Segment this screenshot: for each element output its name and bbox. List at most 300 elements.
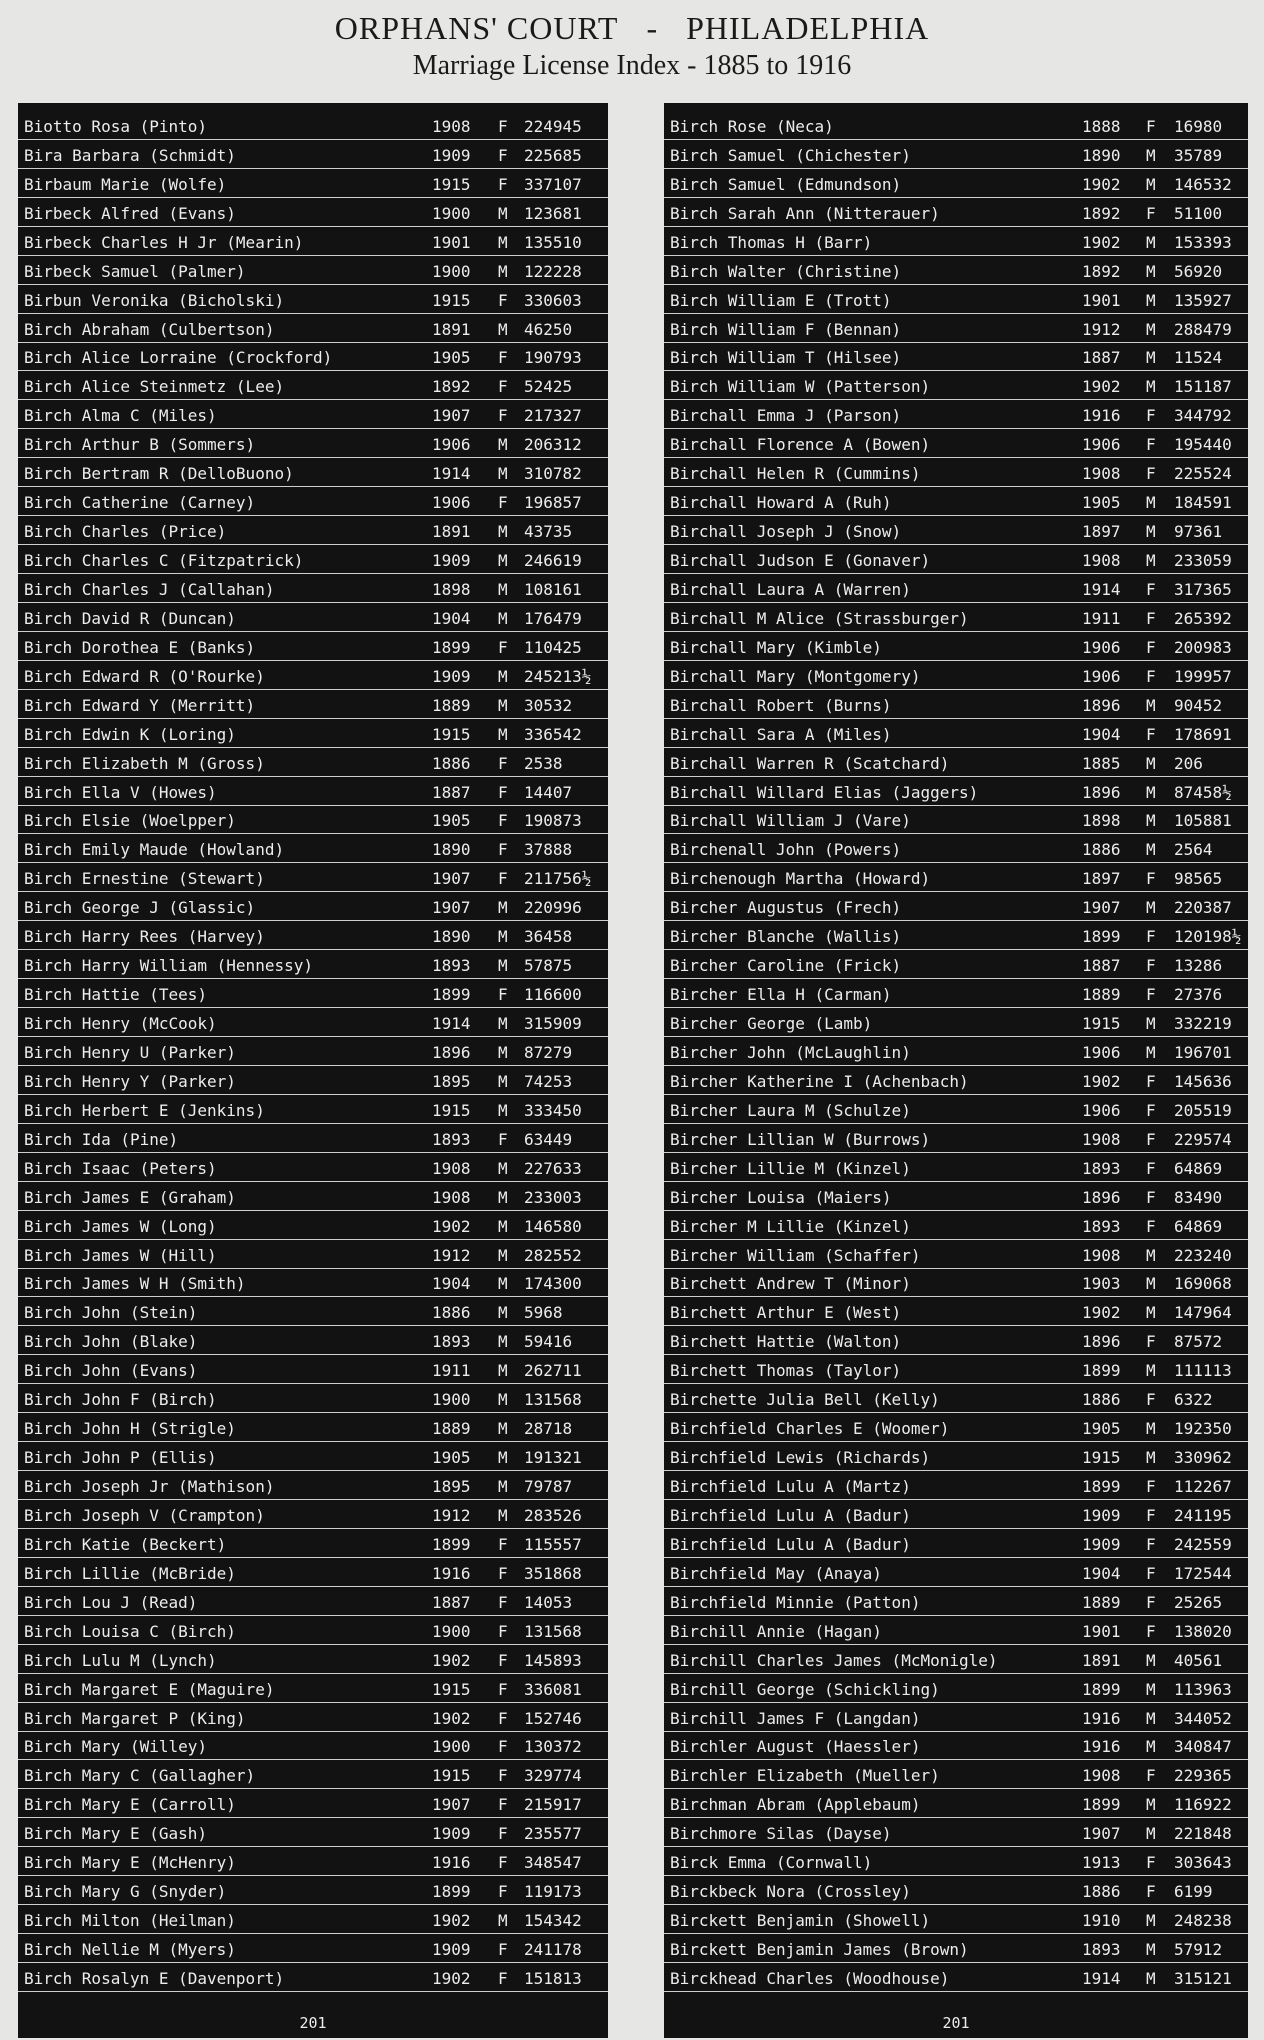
entry-name: Birch William F (Bennan) — [670, 319, 902, 339]
entry-license-number: 227633 — [524, 1158, 582, 1178]
entry-year: 1905 — [432, 1448, 471, 1468]
entry-year: 1908 — [432, 1187, 471, 1207]
entry-license-number: 224945 — [524, 116, 582, 136]
entry-name: Birchfield Lulu A (Martz) — [670, 1477, 911, 1496]
entry-license-number: 348547 — [524, 1853, 582, 1873]
entry-name: Bircher Katherine I (Achenbach) — [670, 1071, 969, 1091]
entry-year: 1893 — [432, 1332, 471, 1352]
entry-year: 1900 — [432, 1737, 471, 1757]
index-row — [664, 1703, 1248, 1732]
entry-name: Birch John P (Ellis) — [24, 1448, 217, 1468]
entry-sex: F — [498, 1968, 508, 1988]
entry-name: Birch Katie (Beckert) — [24, 1534, 227, 1554]
entry-license-number: 14407 — [524, 782, 573, 802]
entry-license-number: 46250 — [524, 319, 573, 339]
entry-name: Bircher Lillian W (Burrows) — [670, 1129, 931, 1149]
entry-year: 1898 — [432, 579, 471, 599]
entry-name: Bircher Laura M (Schulze) — [670, 1100, 911, 1120]
index-row — [664, 1240, 1248, 1269]
page-header — [0, 0, 1264, 100]
index-row — [664, 285, 1248, 314]
entry-name: Birchall Laura A (Warren) — [670, 579, 911, 599]
entry-license-number: 108161 — [524, 579, 582, 599]
entry-year: 1908 — [1082, 1245, 1121, 1265]
entry-license-number: 217327 — [524, 406, 582, 426]
entry-name: Birch John (Blake) — [24, 1332, 198, 1352]
entry-name: Birchall Willard Elias (Jaggers) — [670, 782, 979, 802]
entry-name: Birbaum Marie (Wolfe) — [24, 174, 227, 194]
entry-year: 1899 — [1082, 1795, 1121, 1815]
entry-sex: F — [1146, 985, 1156, 1005]
entry-name: Birch James W H (Smith) — [24, 1274, 246, 1294]
entry-name: Birch Henry Y (Parker) — [24, 1071, 236, 1091]
entry-year: 1915 — [432, 1766, 471, 1786]
index-row — [18, 1095, 608, 1124]
entry-license-number: 190793 — [524, 348, 582, 368]
index-row — [18, 748, 608, 777]
entry-license-number: 344052 — [1174, 1708, 1232, 1728]
entry-sex: M — [1146, 522, 1156, 542]
entry-name: Birch Harry Rees (Harvey) — [24, 927, 265, 947]
entry-sex: F — [1146, 1187, 1156, 1207]
entry-year: 1905 — [432, 348, 471, 368]
entry-name: Birchall Howard A (Ruh) — [670, 493, 892, 513]
entry-sex: M — [1146, 348, 1156, 368]
entry-license-number: 220387 — [1174, 898, 1232, 918]
entry-year: 1915 — [1082, 1014, 1121, 1033]
index-row — [18, 777, 608, 806]
entry-name: Birch Nellie M (Myers) — [24, 1940, 236, 1959]
index-row — [18, 1413, 608, 1442]
entry-sex: M — [1146, 1448, 1156, 1468]
entry-license-number: 329774 — [524, 1766, 582, 1786]
entry-sex: M — [498, 1245, 508, 1265]
index-row — [664, 863, 1248, 892]
entry-year: 1890 — [432, 927, 471, 947]
entry-year: 1886 — [1082, 1390, 1121, 1410]
entry-year: 1915 — [432, 724, 471, 744]
entry-name: Birch Louisa C (Birch) — [24, 1621, 236, 1641]
entry-license-number: 116922 — [1174, 1795, 1232, 1815]
entry-name: Birch Lulu M (Lynch) — [24, 1650, 217, 1670]
entry-name: Birch Elsie (Woelpper) — [24, 811, 236, 831]
index-row — [664, 1066, 1248, 1095]
index-row — [18, 458, 608, 487]
entry-sex: F — [1146, 1158, 1156, 1178]
index-row — [18, 1066, 608, 1095]
entry-year: 1896 — [1082, 1187, 1121, 1207]
index-row — [18, 516, 608, 545]
index-row — [664, 400, 1248, 429]
entry-name: Birbeck Charles H Jr (Mearin) — [24, 232, 304, 252]
entry-year: 1891 — [432, 522, 471, 542]
index-row — [18, 140, 608, 169]
entry-year: 1899 — [432, 637, 471, 657]
entry-sex: M — [498, 898, 508, 918]
index-row — [18, 1442, 608, 1471]
entry-sex: M — [498, 724, 508, 744]
entry-license-number: 116600 — [524, 985, 582, 1005]
entry-name: Birch Ella V (Howes) — [24, 782, 217, 802]
entry-license-number: 146532 — [1174, 174, 1232, 194]
entry-year: 1900 — [432, 1621, 471, 1641]
entry-name: Bircher Augustus (Frech) — [670, 898, 902, 918]
entry-license-number: 138020 — [1174, 1621, 1232, 1641]
entry-name: Birch Alice Steinmetz (Lee) — [24, 377, 285, 397]
entry-sex: F — [498, 377, 508, 397]
left-rows — [18, 111, 608, 1992]
entry-sex: M — [1146, 319, 1156, 339]
entry-license-number: 221848 — [1174, 1824, 1232, 1844]
entry-year: 1915 — [1082, 1448, 1121, 1468]
entry-year: 1913 — [1082, 1853, 1121, 1873]
entry-sex: F — [1146, 203, 1156, 223]
entry-sex: F — [1146, 1071, 1156, 1091]
entry-sex: F — [498, 1940, 508, 1959]
entry-license-number: 131568 — [524, 1621, 582, 1641]
entry-license-number: 262711 — [524, 1361, 582, 1381]
entry-year: 1912 — [432, 1245, 471, 1265]
index-row — [664, 690, 1248, 719]
entry-license-number: 330603 — [524, 290, 582, 310]
entry-sex: M — [498, 1158, 508, 1178]
entry-license-number: 190873 — [524, 811, 582, 831]
entry-year: 1915 — [432, 1100, 471, 1120]
entry-license-number: 135927 — [1174, 290, 1232, 310]
entry-year: 1909 — [432, 1824, 471, 1844]
entry-year: 1900 — [432, 261, 471, 281]
entry-sex: M — [1146, 1650, 1156, 1670]
entry-license-number: 13286 — [1174, 956, 1223, 976]
index-row — [664, 1269, 1248, 1298]
entry-license-number: 147964 — [1174, 1303, 1232, 1323]
entry-license-number: 172544 — [1174, 1563, 1232, 1583]
entry-name: Birchill Charles James (McMonigle) — [670, 1650, 998, 1670]
index-row — [664, 1500, 1248, 1529]
entry-year: 1916 — [432, 1853, 471, 1873]
index-row — [664, 921, 1248, 950]
index-row — [664, 1789, 1248, 1818]
entry-sex: F — [1146, 608, 1156, 628]
entry-license-number: 145636 — [1174, 1071, 1232, 1091]
index-row — [18, 1847, 608, 1876]
entry-license-number: 195440 — [1174, 435, 1232, 455]
index-row — [664, 458, 1248, 487]
entry-sex: M — [1146, 898, 1156, 918]
index-row — [18, 950, 608, 979]
index-row — [18, 834, 608, 863]
index-row — [664, 256, 1248, 285]
index-row — [18, 1905, 608, 1934]
entry-sex: M — [1146, 811, 1156, 831]
entry-license-number: 317365 — [1174, 579, 1232, 599]
entry-name: Birck Emma (Cornwall) — [670, 1853, 873, 1873]
entry-year: 1906 — [1082, 1042, 1121, 1062]
entry-name: Birchall Emma J (Parson) — [670, 406, 902, 426]
entry-year: 1909 — [432, 666, 471, 686]
entry-sex: M — [498, 1390, 508, 1410]
entry-name: Birchall Robert (Burns) — [670, 695, 892, 715]
entry-sex: F — [1146, 1216, 1156, 1236]
entry-license-number: 332219 — [1174, 1014, 1232, 1033]
title-city: PHILADELPHIA — [686, 10, 930, 46]
entry-name: Birch Alice Lorraine (Crockford) — [24, 348, 333, 368]
page-subtitle: Marriage License Index - 1885 to 1916 — [412, 50, 852, 81]
index-row — [18, 1818, 608, 1847]
entry-name: Birch Herbert E (Jenkins) — [24, 1100, 265, 1120]
index-row — [664, 1355, 1248, 1384]
entry-name: Birchall Sara A (Miles) — [670, 724, 892, 744]
entry-year: 1896 — [1082, 782, 1121, 802]
entry-year: 1908 — [1082, 1129, 1121, 1149]
entry-year: 1902 — [432, 1911, 471, 1931]
entry-name: Birch Margaret E (Maguire) — [24, 1679, 275, 1699]
index-row — [18, 1558, 608, 1587]
entry-license-number: 196701 — [1174, 1042, 1232, 1062]
index-row — [664, 1413, 1248, 1442]
entry-name: Birch John F (Birch) — [24, 1390, 217, 1410]
index-row — [664, 1847, 1248, 1876]
entry-sex: M — [498, 1477, 508, 1496]
entry-sex: F — [498, 1824, 508, 1844]
entry-license-number: 2538 — [524, 753, 563, 773]
entry-name: Birchall Mary (Montgomery) — [670, 666, 921, 686]
entry-sex: M — [1146, 1737, 1156, 1757]
entry-name: Birch Mary E (Gash) — [24, 1824, 208, 1844]
entry-name: Birch Ernestine (Stewart) — [24, 869, 265, 889]
index-row — [18, 487, 608, 516]
entry-license-number: 111113 — [1174, 1361, 1232, 1381]
index-row — [18, 1587, 608, 1616]
entry-sex: F — [498, 1737, 508, 1757]
entry-year: 1902 — [432, 1708, 471, 1728]
entry-name: Birch Mary G (Snyder) — [24, 1882, 227, 1902]
entry-name: Bircher Louisa (Maiers) — [670, 1187, 892, 1207]
entry-sex: M — [498, 666, 508, 686]
entry-sex: F — [498, 782, 508, 802]
entry-year: 1898 — [1082, 811, 1121, 831]
index-row — [18, 314, 608, 343]
entry-name: Birch Hattie (Tees) — [24, 985, 208, 1005]
entry-license-number: 225685 — [524, 145, 582, 165]
entry-name: Birch Elizabeth M (Gross) — [24, 753, 265, 773]
entry-license-number: 35789 — [1174, 145, 1223, 165]
entry-year: 1902 — [1082, 1303, 1121, 1323]
entry-sex: M — [1146, 1419, 1156, 1439]
entry-sex: F — [1146, 116, 1156, 136]
entry-name: Birchette Julia Bell (Kelly) — [670, 1390, 940, 1410]
entry-sex: F — [1146, 1621, 1156, 1641]
right-index-column — [664, 103, 1248, 2038]
index-row — [664, 806, 1248, 835]
index-row — [18, 371, 608, 400]
entry-license-number: 98565 — [1174, 869, 1223, 889]
entry-sex: M — [498, 1014, 508, 1033]
entry-license-number: 235577 — [524, 1824, 582, 1844]
entry-name: Birchfield Minnie (Patton) — [670, 1592, 921, 1612]
index-row — [18, 1037, 608, 1066]
entry-name: Birchall M Alice (Strassburger) — [670, 608, 969, 628]
entry-year: 1914 — [432, 1014, 471, 1033]
entry-sex: F — [498, 637, 508, 657]
entry-year: 1909 — [432, 145, 471, 165]
entry-sex: M — [1146, 1361, 1156, 1381]
entry-sex: F — [1146, 927, 1156, 947]
entry-name: Birchfield Lewis (Richards) — [670, 1448, 931, 1468]
entry-sex: M — [1146, 290, 1156, 310]
entry-license-number: 64869 — [1174, 1158, 1223, 1178]
entry-year: 1910 — [1082, 1911, 1121, 1931]
index-row — [18, 227, 608, 256]
entry-name: Birch Edward R (O'Rourke) — [24, 666, 265, 686]
entry-year: 1916 — [1082, 1708, 1121, 1728]
entry-sex: F — [1146, 1505, 1156, 1525]
entry-name: Birch Mary (Willey) — [24, 1737, 208, 1757]
index-row — [18, 198, 608, 227]
entry-name: Birchall Joseph J (Snow) — [670, 522, 902, 542]
entry-year: 1899 — [432, 985, 471, 1005]
entry-sex: F — [1146, 1534, 1156, 1554]
index-row — [664, 371, 1248, 400]
entry-license-number: 229574 — [1174, 1129, 1232, 1149]
index-row — [18, 719, 608, 748]
entry-sex: M — [498, 1100, 508, 1120]
entry-year: 1912 — [1082, 319, 1121, 339]
index-row — [664, 1905, 1248, 1934]
entry-year: 1907 — [432, 869, 471, 889]
entry-name: Birch Charles C (Fitzpatrick) — [24, 551, 304, 570]
entry-license-number: 151813 — [524, 1968, 582, 1988]
entry-year: 1902 — [432, 1968, 471, 1988]
entry-year: 1893 — [432, 956, 471, 976]
index-row — [664, 545, 1248, 574]
entry-sex: F — [1146, 579, 1156, 599]
entry-name: Birch Rose (Neca) — [670, 116, 834, 136]
entry-license-number: 154342 — [524, 1911, 582, 1931]
entry-year: 1903 — [1082, 1274, 1121, 1294]
entry-sex: F — [498, 145, 508, 165]
entry-license-number: 131568 — [524, 1390, 582, 1410]
index-row — [664, 1732, 1248, 1761]
index-row — [664, 1645, 1248, 1674]
entry-license-number: 176479 — [524, 608, 582, 628]
entry-name: Birch John H (Strigle) — [24, 1419, 236, 1439]
entry-license-number: 119173 — [524, 1882, 582, 1902]
entry-sex: M — [498, 1274, 508, 1294]
index-row — [18, 1500, 608, 1529]
entry-license-number: 211756½ — [524, 869, 592, 889]
entry-name: Bircher Lillie M (Kinzel) — [670, 1158, 911, 1178]
entry-license-number: 27376 — [1174, 985, 1223, 1005]
entry-year: 1900 — [432, 1390, 471, 1410]
index-row — [664, 140, 1248, 169]
entry-sex: F — [498, 811, 508, 831]
entry-license-number: 25265 — [1174, 1592, 1223, 1612]
entry-sex: F — [1146, 666, 1156, 686]
index-row — [18, 892, 608, 921]
entry-sex: F — [498, 290, 508, 310]
entry-license-number: 199957 — [1174, 666, 1232, 686]
entry-license-number: 191321 — [524, 1448, 582, 1468]
entry-year: 1906 — [432, 435, 471, 455]
entry-name: Birchill Annie (Hagan) — [670, 1621, 882, 1641]
entry-sex: M — [1146, 1014, 1156, 1033]
index-row — [664, 603, 1248, 632]
entry-year: 1896 — [1082, 1332, 1121, 1352]
index-row — [664, 892, 1248, 921]
right-rows — [664, 111, 1248, 1992]
index-row — [664, 227, 1248, 256]
entry-year: 1915 — [432, 290, 471, 310]
entry-sex: F — [498, 1708, 508, 1728]
entry-name: Birch Henry (McCook) — [24, 1014, 217, 1033]
index-row — [664, 111, 1248, 140]
index-row — [664, 1326, 1248, 1355]
entry-name: Birchill James F (Langdan) — [670, 1708, 921, 1728]
entry-sex: F — [1146, 1100, 1156, 1120]
index-row — [18, 979, 608, 1008]
index-row — [664, 1037, 1248, 1066]
entry-sex: M — [1146, 1911, 1156, 1931]
index-row — [18, 1732, 608, 1761]
entry-name: Birchman Abram (Applebaum) — [670, 1795, 921, 1815]
entry-license-number: 336081 — [524, 1679, 582, 1699]
entry-year: 1901 — [1082, 1621, 1121, 1641]
entry-sex: M — [1146, 1708, 1156, 1728]
entry-sex: M — [1146, 840, 1156, 860]
index-row — [18, 1703, 608, 1732]
entry-name: Birckett Benjamin James (Brown) — [670, 1940, 969, 1959]
entry-license-number: 37888 — [524, 840, 573, 860]
entry-name: Birchall William J (Vare) — [670, 811, 911, 831]
entry-license-number: 145893 — [524, 1650, 582, 1670]
entry-license-number: 351868 — [524, 1563, 582, 1583]
entry-license-number: 6322 — [1174, 1390, 1213, 1410]
entry-name: Birch John (Stein) — [24, 1303, 198, 1323]
entry-name: Birch Samuel (Chichester) — [670, 145, 911, 165]
entry-license-number: 283526 — [524, 1505, 582, 1525]
entry-sex: M — [498, 608, 508, 628]
entry-sex: M — [1146, 493, 1156, 513]
entry-sex: M — [1146, 1679, 1156, 1699]
entry-sex: F — [498, 753, 508, 773]
entry-license-number: 56920 — [1174, 261, 1223, 281]
entry-license-number: 169068 — [1174, 1274, 1232, 1294]
entry-year: 1886 — [432, 1303, 471, 1323]
index-row — [664, 1095, 1248, 1124]
entry-year: 1909 — [1082, 1534, 1121, 1554]
entry-license-number: 315909 — [524, 1014, 582, 1033]
entry-name: Birch Mary E (Carroll) — [24, 1795, 236, 1815]
entry-year: 1907 — [432, 1795, 471, 1815]
entry-license-number: 282552 — [524, 1245, 582, 1265]
index-row — [664, 632, 1248, 661]
entry-name: Birch Sarah Ann (Nitterauer) — [670, 203, 940, 223]
entry-year: 1914 — [432, 464, 471, 484]
entry-name: Birchenough Martha (Howard) — [670, 869, 931, 889]
entry-license-number: 233059 — [1174, 551, 1232, 570]
entry-license-number: 310782 — [524, 464, 582, 484]
entry-year: 1896 — [1082, 695, 1121, 715]
index-row — [18, 400, 608, 429]
entry-year: 1886 — [1082, 840, 1121, 860]
entry-name: Birch Dorothea E (Banks) — [24, 637, 256, 657]
entry-sex: M — [498, 1505, 508, 1525]
entry-sex: F — [1146, 724, 1156, 744]
entry-year: 1908 — [1082, 551, 1121, 570]
entry-sex: F — [498, 1621, 508, 1641]
entry-license-number: 30532 — [524, 695, 573, 715]
